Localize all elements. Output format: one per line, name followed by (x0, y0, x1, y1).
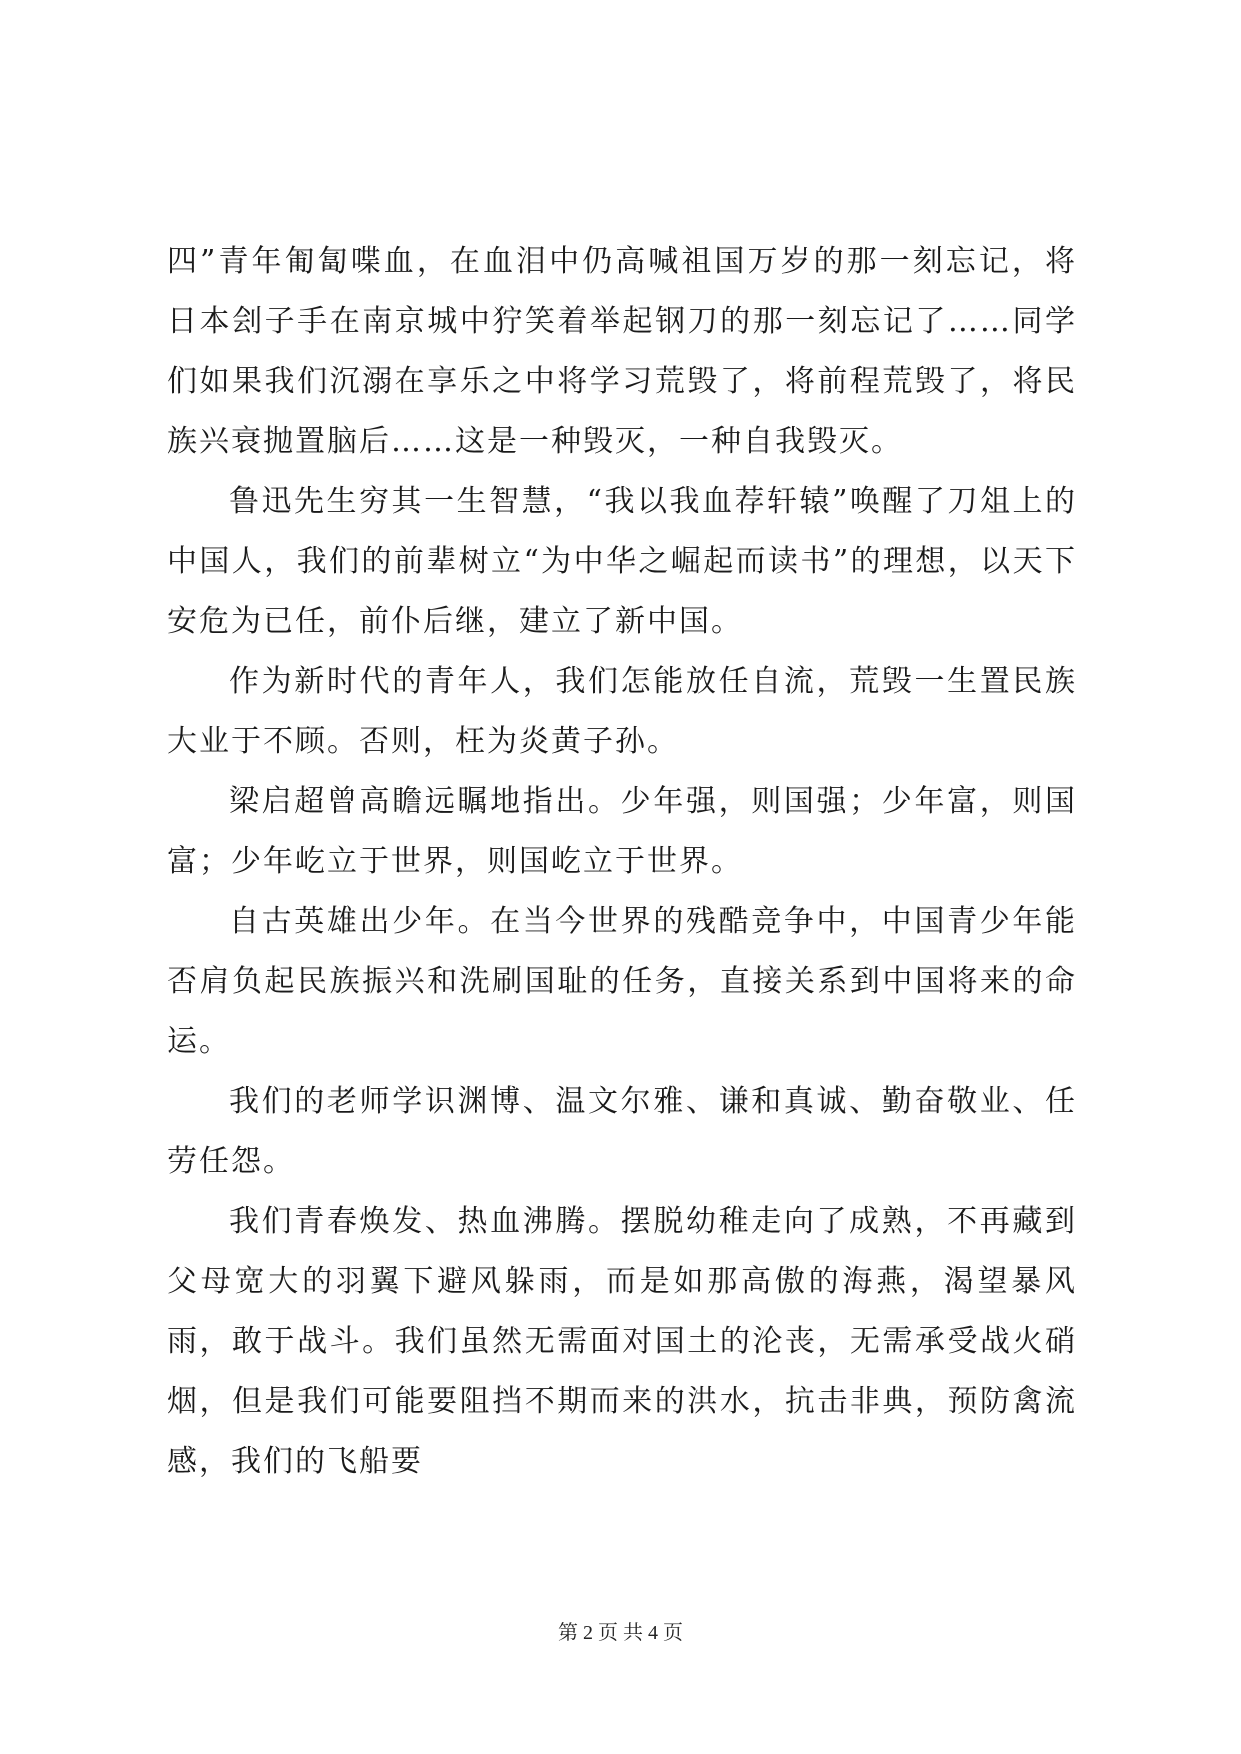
paragraph-2: 鲁迅先生穷其一生智慧，“我以我血荐轩辕”唤醒了刀俎上的中国人，我们的前辈树立“为中华之崛起而读书”的理想，以天下安危为已任，前仆后继，建立了新中国。 (167, 484, 1077, 639)
paragraph-4: 梁启超曾高瞻远瞩地指出。少年强，则国强；少年富，则国富；少年屹立于世界，则国屹立于世界。 (167, 784, 1077, 879)
paragraph-7: 我们青春焕发、热血沸腾。摆脱幼稚走向了成熟，不再藏到父母宽大的羽翼下避风躲雨，而是如那高傲的海燕，渴望暴风雨，敢于战斗。我们虽然无需面对国土的沦丧，无需承受战火硝烟，但是我们可能要阻挡不期而来的洪水，抗击非典，预防禽流感，我们的飞船要 (167, 1204, 1077, 1479)
body-text (167, 232, 1077, 1492)
paragraph-3: 作为新时代的青年人，我们怎能放任自流，荒毁一生置民族大业于不顾。否则，枉为炎黄子孙。 (167, 664, 1077, 759)
page-number-footer: 第 2 页 共 4 页 (558, 1622, 683, 1644)
paragraph-1: 四”青年匍匐喋血，在血泪中仍高喊祖国万岁的那一刻忘记，将日本刽子手在南京城中狞笑着举起钢刀的那一刻忘记了……同学们如果我们沉溺在享乐之中将学习荒毁了，将前程荒毁了，将民族兴衰抛置脑后……这是一种毁灭，一种自我毁灭。 (167, 244, 1077, 459)
paragraph-6: 我们的老师学识渊博、温文尔雅、谦和真诚、勤奋敬业、任劳任怨。 (167, 1084, 1077, 1179)
paragraph-5: 自古英雄出少年。在当今世界的残酷竞争中，中国青少年能否肩负起民族振兴和洗刷国耻的任务，直接关系到中国将来的命运。 (167, 904, 1077, 1059)
